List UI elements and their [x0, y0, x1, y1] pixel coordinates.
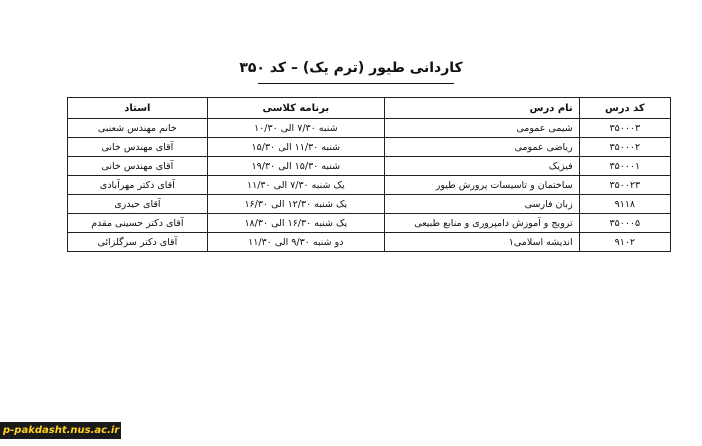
course-teacher: آقای دکتر مهرآبادی — [68, 176, 208, 195]
header-course-code: کد درس — [579, 98, 670, 119]
course-teacher: خانم مهندس شعنبی — [68, 119, 208, 138]
course-schedule: شنبه ۱۱/۳۰ الی ۱۵/۳۰ — [207, 138, 384, 157]
site-watermark: p-pakdasht.nus.ac.ir — [0, 422, 121, 439]
course-name: اندیشه اسلامی۱ — [384, 233, 579, 252]
course-teacher: آقای دکتر سرگلزائی — [68, 233, 208, 252]
table-row — [68, 214, 671, 233]
course-code: ۹۱۰۲ — [579, 233, 670, 252]
table-row — [68, 157, 671, 176]
header-course-name: نام درس — [384, 98, 579, 119]
course-name: فیزیک — [384, 157, 579, 176]
course-code: ۳۵۰۰۲۳ — [579, 176, 670, 195]
table-row — [68, 195, 671, 214]
table-row — [68, 138, 671, 157]
course-name: ساختمان و تاسیسات پرورش طیور — [384, 176, 579, 195]
course-schedule: شنبه ۷/۳۰ الی ۱۰/۳۰ — [207, 119, 384, 138]
header-teacher: استاد — [68, 98, 208, 119]
course-name: ریاضی عمومی — [384, 138, 579, 157]
header-schedule: برنامه کلاسی — [207, 98, 384, 119]
course-name: ترویج و آموزش دامپروری و منابع طبیعی — [384, 214, 579, 233]
course-schedule: یک شنبه ۱۲/۳۰ الی ۱۶/۳۰ — [207, 195, 384, 214]
course-code: ۳۵۰۰۰۳ — [579, 119, 670, 138]
course-name: شیمی عمومی — [384, 119, 579, 138]
course-code: ۹۱۱۸ — [579, 195, 670, 214]
course-table — [67, 97, 671, 252]
course-teacher: آقای دکتر حسینی مقدم — [68, 214, 208, 233]
course-schedule: شنبه ۱۵/۳۰ الی ۱۹/۳۰ — [207, 157, 384, 176]
course-schedule: یک شنبه ۱۶/۳۰ الی ۱۸/۳۰ — [207, 214, 384, 233]
table-header-row — [68, 98, 671, 119]
course-code: ۳۵۰۰۰۱ — [579, 157, 670, 176]
course-name: زبان فارسی — [384, 195, 579, 214]
course-teacher: آقای حیدری — [68, 195, 208, 214]
course-schedule: دو شنبه ۹/۳۰ الی ۱۱/۳۰ — [207, 233, 384, 252]
course-code: ۳۵۰۰۰۵ — [579, 214, 670, 233]
document-title: کاردانی طیور (ترم یک) – کد ۳۵۰ — [239, 60, 463, 76]
course-code: ۳۵۰۰۰۲ — [579, 138, 670, 157]
table-row — [68, 176, 671, 195]
course-teacher: آقای مهندس خانی — [68, 138, 208, 157]
table-row — [68, 233, 671, 252]
title-underline — [258, 83, 454, 84]
course-teacher: آقای مهندس خانی — [68, 157, 208, 176]
table-row — [68, 119, 671, 138]
course-schedule: یک شنبه ۷/۳۰ الی ۱۱/۳۰ — [207, 176, 384, 195]
